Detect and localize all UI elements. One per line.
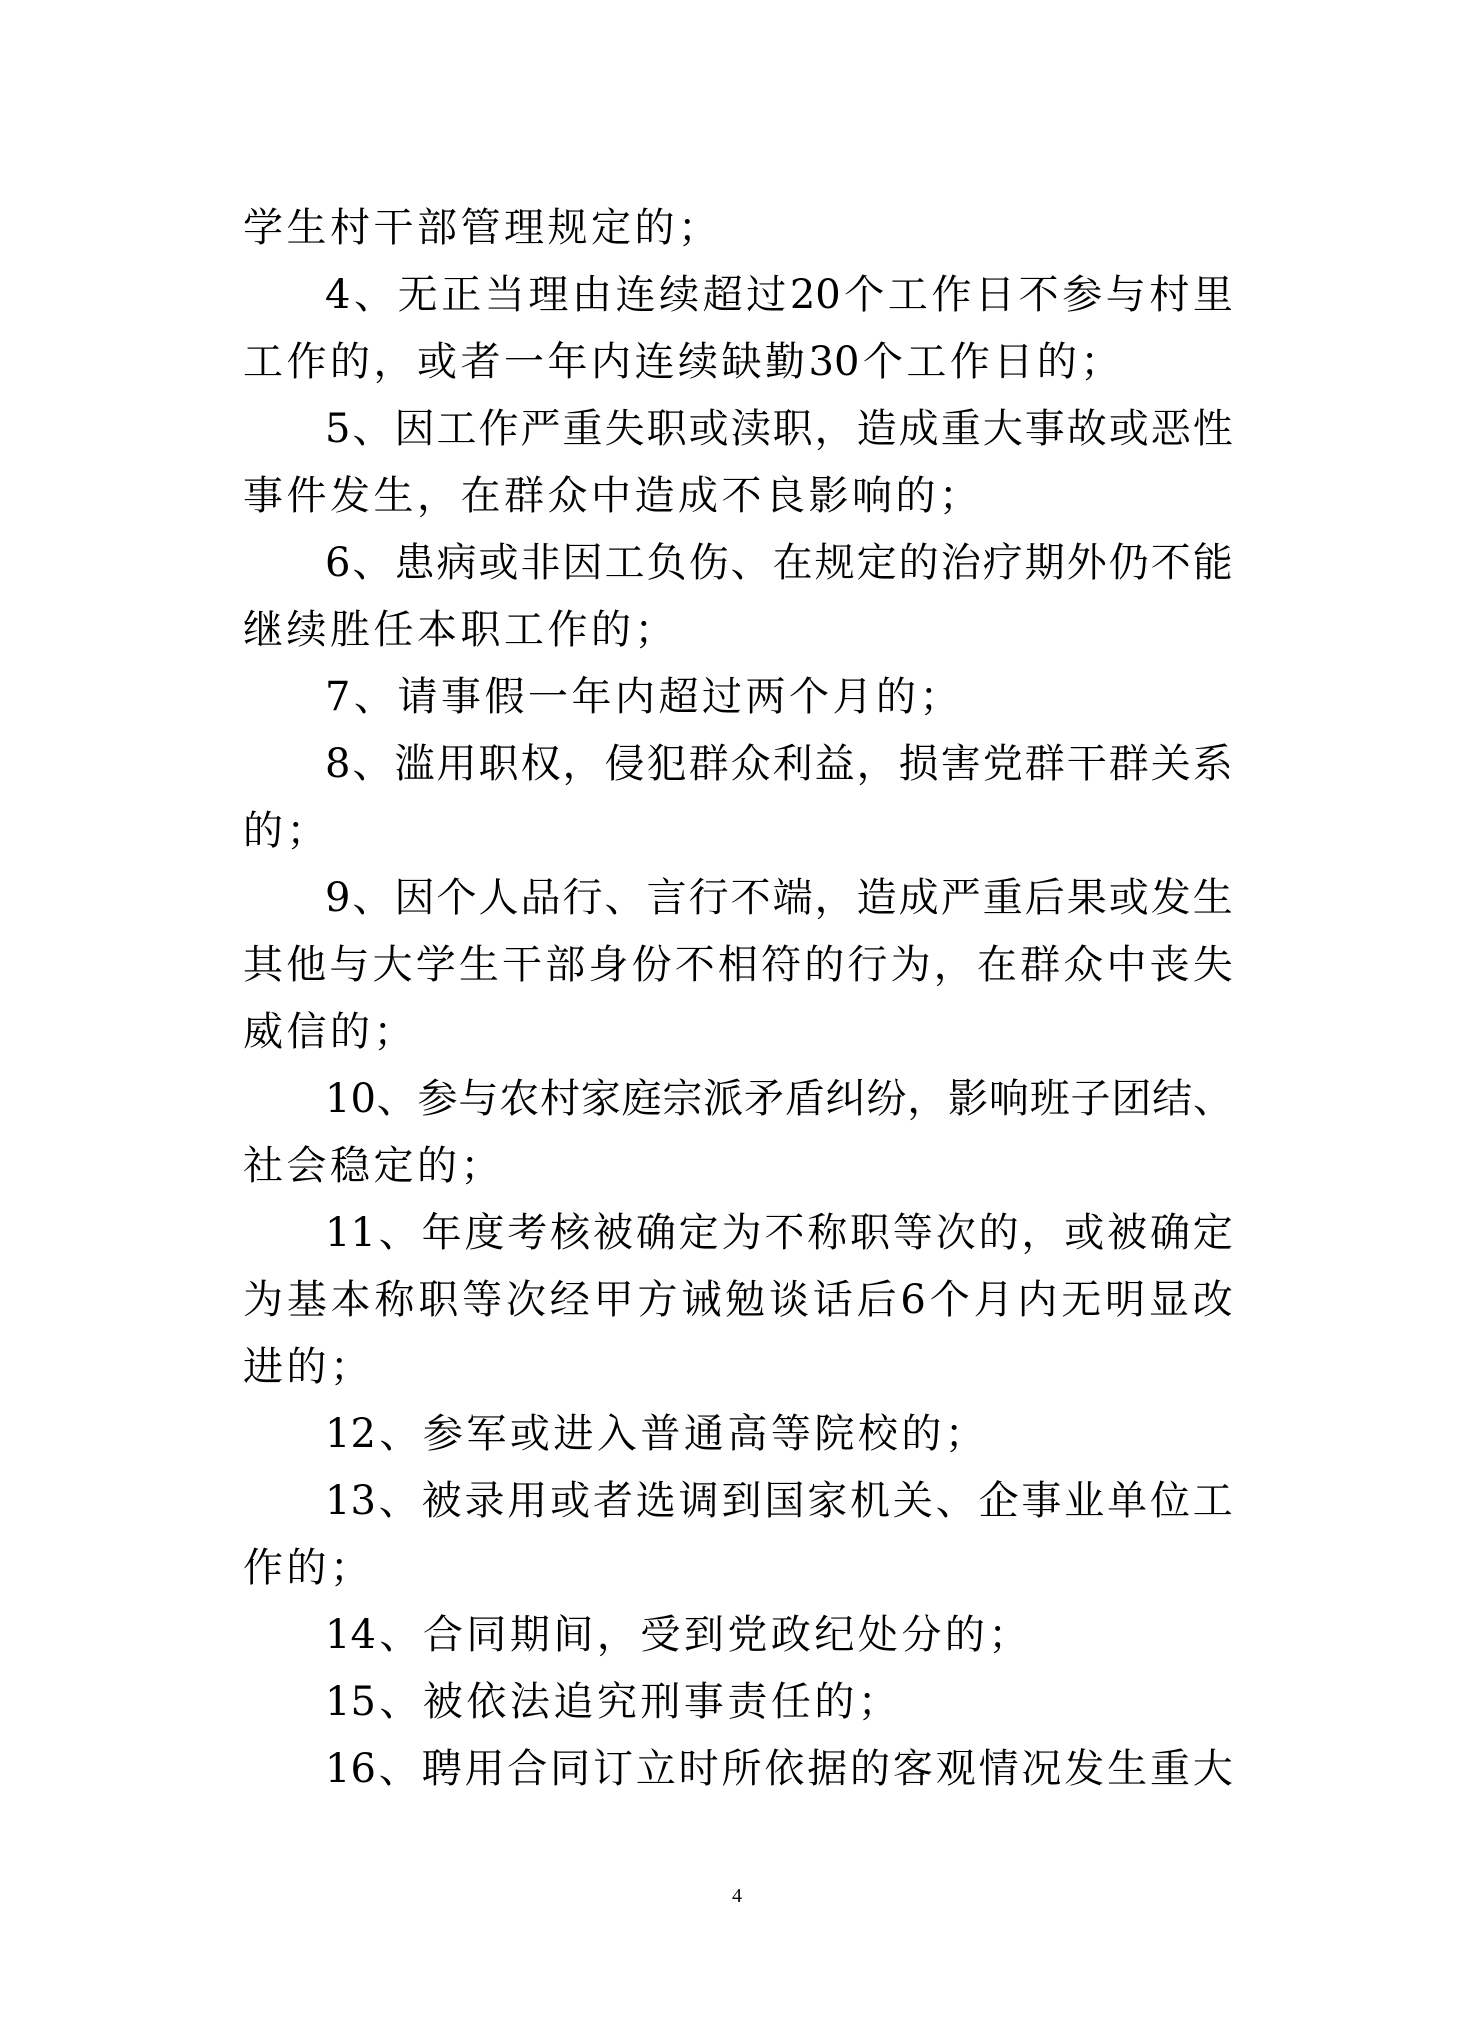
text-line: 14 、 合 同 期 间 ， 受 到 党 政 纪 处 分 的 ； <box>325 1612 1029 1658</box>
document-body <box>243 195 1233 1803</box>
text-line: 事 件 发 生 ， 在 群 众 中 造 成 不 良 影 响 的 ； <box>243 473 979 519</box>
text-line: 学 生 村 干 部 管 理 规 定 的 ； <box>243 205 718 251</box>
text-line: 继 续 胜 任 本 职 工 作 的 ； <box>243 607 675 653</box>
text-line: 威 信 的 ； <box>243 1009 414 1055</box>
text-line: 13 、 被 录 用 或 者 选 调 到 国 家 机 关 、 企 事 业 单 位 工 <box>325 1478 1233 1524</box>
text-line: 为 基 本 称 职 等 次 经 甲 方 诫 勉 谈 话 后 6 个 月 内 无 明 显 改 <box>243 1277 1233 1323</box>
text-line: 15 、 被 依 法 追 究 刑 事 责 任 的 ； <box>325 1679 898 1725</box>
text-line: 8 、 滥 用 职 权 ， 侵 犯 群 众 利 益 ， 损 害 党 群 干 群 关 系 <box>325 741 1233 787</box>
text-line: 6 、 患 病 或 非 因 工 负 伤 、 在 规 定 的 治 疗 期 外 仍 不 能 <box>325 540 1233 586</box>
text-line: 11 、 年 度 考 核 被 确 定 为 不 称 职 等 次 的 ， 或 被 确 定 <box>325 1210 1233 1256</box>
text-line: 社 会 稳 定 的 ； <box>243 1143 501 1189</box>
text-line: 4 、 无 正 当 理 由 连 续 超 过 20 个 工 作 日 不 参 与 村 里 <box>325 272 1233 318</box>
page-number: 4 <box>732 1885 742 1907</box>
text-line: 其 他 与 大 学 生 干 部 身 份 不 相 符 的 行 为 ， 在 群 众 中 丧 失 <box>243 942 1233 988</box>
text-line: 12 、 参 军 或 进 入 普 通 高 等 院 校 的 ； <box>325 1411 985 1457</box>
text-line: 5 、 因 工 作 严 重 失 职 或 渎 职 ， 造 成 重 大 事 故 或 恶 性 <box>325 406 1233 452</box>
text-line: 7 、 请 事 假 一 年 内 超 过 两 个 月 的 ； <box>325 674 960 720</box>
text-line: 16 、 聘 用 合 同 订 立 时 所 依 据 的 客 观 情 况 发 生 重 大 <box>325 1746 1233 1792</box>
text-line: 工 作 的 ， 或 者 一 年 内 连 续 缺 勤 30 个 工 作 日 的 ； <box>243 339 1121 385</box>
text-line: 进 的 ； <box>243 1344 370 1390</box>
text-line: 的 ； <box>243 808 327 854</box>
text-line: 9 、 因 个 人 品 行 、 言 行 不 端 ， 造 成 严 重 后 果 或 发 生 <box>325 875 1233 921</box>
text-line: 作 的 ； <box>243 1545 370 1591</box>
text-line: 10 、 参 与 农 村 家 庭 宗 派 矛 盾 纠 纷 ， 影 响 班 子 团 结 、 <box>325 1076 1233 1122</box>
